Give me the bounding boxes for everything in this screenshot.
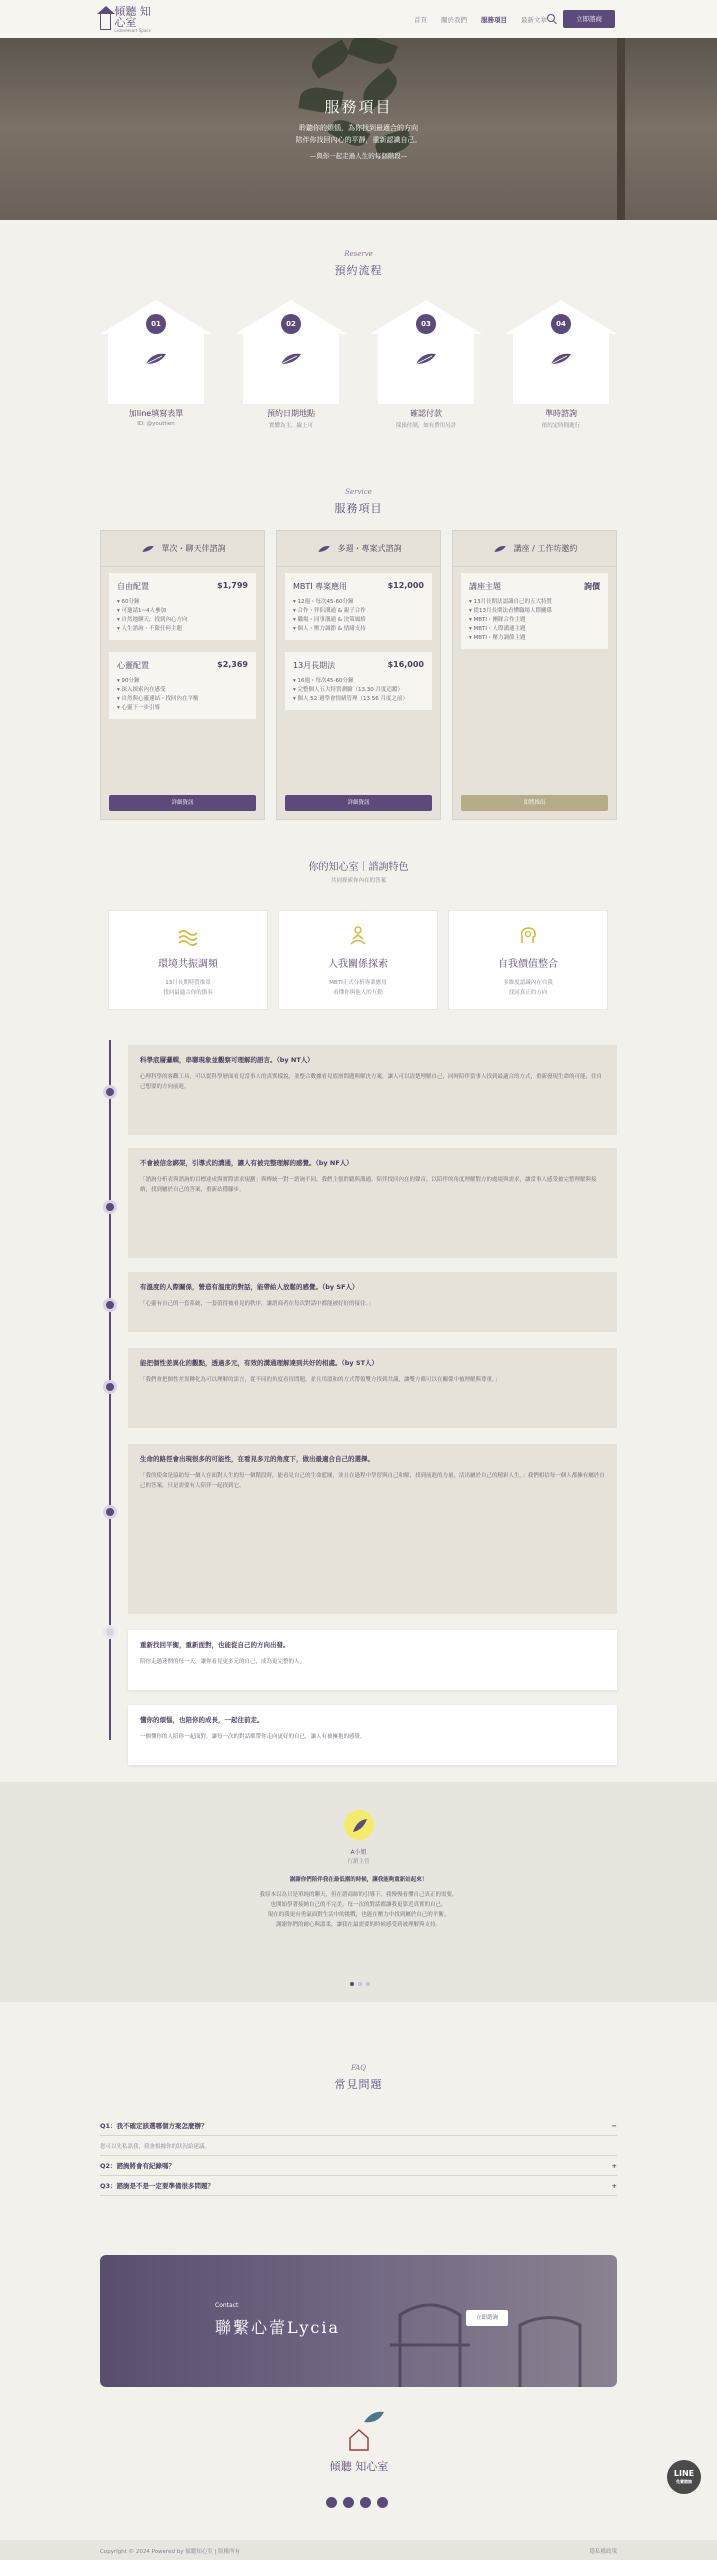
step-title: 準時諮詢: [545, 409, 577, 418]
plan-name: 13月長期法: [293, 661, 336, 670]
details-button[interactable]: 詳細資訊: [285, 795, 432, 811]
plan-feature: ▾ 深入探索內在感受: [117, 687, 166, 693]
footer-logo-text: 傾聽 知心室: [329, 2460, 389, 2473]
faq-question[interactable]: Q2：諮詢將會有紀錄嗎？ +: [100, 2156, 617, 2176]
house-icon: [100, 14, 111, 30]
contact-banner: [100, 2255, 617, 2387]
timeline-dot: [103, 1200, 117, 1214]
services-label: Service: [345, 488, 372, 496]
service-column-title: 單次・聊天伴諮詢: [161, 544, 226, 553]
leaf-icon: [344, 1810, 374, 1840]
line-chat-button[interactable]: [667, 2460, 701, 2494]
price-card: [109, 573, 256, 640]
site-header: [0, 0, 717, 38]
price-card: [285, 573, 432, 640]
hero-subtitle-line-2: 陪伴你找回內心的平靜，重新認識自己。: [295, 136, 422, 144]
leaf-icon: [547, 352, 575, 366]
plan-feature: ▾ 人生諮詢・不限任何主題: [117, 626, 183, 632]
process-steps: [100, 300, 617, 450]
timeline-card: [128, 1444, 617, 1614]
timeline-text: 「我的使命是協助每一個人在面對人生的每一個階段時，能看見自己的生命藍圖，並且在過程中學習與自己和解，找到前進的力量，活出屬於自己的精彩人生。」我們相信每一個人都擁有屬於自己的答案，只是需要有人陪伴一起找到它。: [140, 1473, 605, 1489]
step-number: 04: [551, 314, 571, 334]
leaf-icon: [142, 352, 170, 366]
faq-question[interactable]: Q1：我不確定該選哪個方案怎麼辦？ −: [100, 2116, 617, 2136]
carousel-dot[interactable]: [358, 1982, 362, 1986]
social-links: [326, 2497, 388, 2508]
process-step: [505, 300, 617, 440]
plan-price: 詢價: [584, 582, 600, 591]
line-sublabel: 免費諮詢: [676, 2479, 692, 2484]
plan-feature: ▾ 職場・同事溝通 & 決策風格: [293, 617, 366, 623]
services-title: 服務項目: [334, 502, 383, 515]
timeline-heading: 有溫度的人際關係，營造有溫度的對話，能帶給人放鬆的感覺。（by SF人）: [140, 1283, 359, 1291]
hero-subtitle: [0, 122, 717, 146]
service-column-title: 講座 / 工作坊邀約: [513, 544, 578, 553]
plan-feature: ▾ 13月長期法認識自己的五大特質: [469, 599, 553, 605]
feature-name: 環境共振調頻: [158, 959, 218, 970]
feature-desc: 多維度認識內在自我 找回真正的方向: [503, 980, 553, 996]
wave-icon: [177, 925, 199, 947]
main-nav: [414, 15, 547, 24]
timeline: [100, 1040, 617, 1760]
timeline-dot: [103, 1505, 117, 1519]
timeline-text: 「諮詢分析表與諮詢的目標達成與實際需求規劃」與傳統一對一諮詢不同，我們主張聆聽與溝通、陪伴找回內在的聲音，以陪伴的角度理解對方的處境與需求，讓當事人感受被完整理解與接納，找到屬於自己的答案，重新站穩腳步。: [140, 1177, 597, 1193]
details-button[interactable]: 詳細資訊: [109, 795, 256, 811]
contact-button[interactable]: 立即諮詢: [466, 2310, 508, 2326]
chair-illustration: [100, 2255, 617, 2387]
service-column: [452, 530, 617, 820]
carousel-dot[interactable]: [366, 1982, 370, 1986]
plan-feature: ▾ 自然與心靈連結・找回內在平衡: [117, 696, 199, 702]
price-card: [109, 652, 256, 719]
privacy-link[interactable]: 隱私權政策: [589, 2549, 617, 2555]
process-step: [370, 300, 482, 440]
plan-feature: ▾ 合作・伴侶溝通 & 親子合作: [293, 608, 366, 614]
service-column-title: 多週・專案式諮詢: [337, 544, 402, 553]
bottom-bar: [0, 2540, 717, 2560]
plan-feature: ▾ 從13月長期法看懂職場人際關係: [469, 608, 553, 614]
timeline-dot: [103, 1625, 117, 1639]
step-number: 02: [281, 314, 301, 334]
coming-soon-button[interactable]: 即將推出: [461, 795, 608, 811]
leaf-icon: [277, 352, 305, 366]
features-title: 你的知心室｜諮詢特色: [308, 862, 409, 873]
contact-label: Contact: [215, 2302, 239, 2309]
plan-feature: ▾ 心靈下一步引導: [117, 705, 161, 711]
testimonial-role: 行銷主管: [347, 1859, 370, 1865]
step-title: 確認付款: [410, 409, 442, 418]
site-logo[interactable]: [100, 5, 160, 33]
features-grid: [108, 910, 608, 1010]
plan-name: 自由配置: [117, 582, 149, 591]
timeline-text: 「我們會把個性差異轉化為可以理解的語言，從不同的角度看待問題，並且用溫和的方式帶領雙方找到共識，讓雙方都可以在關係中被理解與尊重。」: [140, 1377, 501, 1383]
step-title: 加line填寫表單: [128, 409, 184, 418]
timeline-dot: [103, 1380, 117, 1394]
mind-icon: [517, 925, 539, 947]
avatar: [344, 1810, 374, 1840]
carousel-dots: [350, 1982, 370, 1986]
timeline-dot: [103, 1298, 117, 1312]
timeline-text: 「心靈有自己的一套系統，一套值得被看見的秩序，讓諮商者在每次對話中都能被好好的接住。」: [140, 1301, 374, 1307]
hero-subtitle-line-1: 聆聽你的煩惱，為你找到最適合的方向: [299, 124, 418, 132]
step-number: 03: [416, 314, 436, 334]
step-number: 01: [146, 314, 166, 334]
nav-about[interactable]: 關於我們: [441, 16, 467, 24]
process-step: [100, 300, 212, 440]
features-subtitle: 共同探索你內在的答案: [330, 878, 386, 884]
plan-name: 講座主題: [469, 582, 501, 591]
faq-title: 常見問題: [334, 2078, 383, 2091]
line-label: LINE: [673, 2469, 695, 2478]
plus-icon: +: [611, 2161, 617, 2170]
plan-feature: ▾ 90分鐘: [117, 678, 140, 684]
step-desc: 依約定時間進行: [541, 423, 581, 429]
timeline-card: [128, 1045, 617, 1135]
plan-price: $1,799: [217, 581, 248, 590]
process-label: Reserve: [344, 250, 373, 258]
timeline-text: 一個懂你的人陪你一起面對，讓每一次的對話都帶你走向更好的自己，讓人有被擁抱的感覺。: [140, 1734, 366, 1740]
search-icon[interactable]: [547, 14, 555, 22]
testimonial-quote: 謝謝你們陪伴我在最低潮的時候，讓我能夠重新站起來！: [289, 1877, 428, 1883]
timeline-heading: 重新找回平衡，重新面對，也能從自己的方向出發。: [140, 1641, 290, 1649]
timeline-card: [128, 1148, 617, 1258]
hero-banner: [0, 38, 717, 220]
meditation-icon: [347, 925, 369, 947]
service-column: [276, 530, 441, 820]
feature-desc: 13月長期特質推算 找回最適合你的節奏: [163, 980, 213, 996]
copyright: Copyright © 2024 Powered by 傾聽知心室 | 版權所有: [100, 2549, 241, 2555]
logo-text: 傾聽 知心室: [114, 4, 151, 29]
plan-price: $16,000: [387, 660, 424, 669]
line-icon[interactable]: [360, 2497, 371, 2508]
process-step: [235, 300, 347, 440]
plan-feature: ▾ 個人・壓力調節 & 情緒支持: [293, 626, 366, 632]
timeline-heading: 不會被信念綁架，引導式的溝通，讓人有被完整理解的感覺。（by NF人）: [140, 1159, 353, 1167]
step-desc: 採預付制，如有費用另計: [395, 423, 457, 429]
timeline-heading: 生命的路徑會出現很多的可能性，在看見多元的角度下，做出最適合自己的選擇。: [140, 1455, 374, 1463]
testimonial-name: A小姐: [350, 1849, 367, 1856]
plan-name: 心靈配置: [117, 661, 149, 670]
hero-tagline: —與你一起走過人生的每個階段—: [309, 152, 408, 160]
timeline-heading: 科學底層邏輯，串聯現象並觀察可理解的語言。（by NT人）: [140, 1056, 314, 1064]
header-cta-button[interactable]: 立即諮商: [563, 10, 615, 28]
facebook-icon[interactable]: [326, 2497, 337, 2508]
nav-home[interactable]: 首頁: [414, 16, 427, 24]
faq-label: FAQ: [350, 2064, 367, 2072]
plan-feature: ▾ 完整個人五大特質測驗（13.30 月度追蹤）: [293, 687, 404, 693]
leaf-icon: [316, 545, 332, 553]
timeline-heading: 能把個性差異化的觀點，透過多元，有效的溝通理解達到共好的相處。（by ST人）: [140, 1359, 379, 1367]
nav-services[interactable]: 服務項目: [481, 16, 507, 24]
plan-feature: ▾ 自然地聊天，找到內心方向: [117, 617, 188, 623]
plan-feature: ▾ MBTI・壓力調節主題: [469, 635, 526, 641]
timeline-card: [128, 1630, 617, 1690]
feature-name: 自我價值整合: [498, 959, 558, 970]
faq-question[interactable]: Q3：諮詢是不是一定要準備很多問題？ +: [100, 2176, 617, 2196]
process-title: 預約流程: [334, 264, 383, 277]
plan-feature: ▾ 可邀請1~4人參加: [117, 608, 167, 614]
feature-card: [278, 910, 438, 1010]
feature-card: [108, 910, 268, 1010]
price-card: [285, 652, 432, 710]
plan-feature: ▾ 12週・每次45-60分鐘: [293, 599, 354, 605]
contact-title: 聯繫心蕾Lycia: [215, 2318, 341, 2337]
faq-list: [100, 2116, 617, 2196]
plan-feature: ▾ 16週・每次45-60分鐘: [293, 678, 354, 684]
plan-name: MBTI 專案應用: [293, 582, 348, 591]
leaf-icon: [140, 545, 156, 553]
faq-answer: 您可以先私訊我，我會根據你的狀況給建議。: [100, 2136, 617, 2156]
testimonial-section: [0, 1782, 717, 2002]
timeline-dot: [103, 1085, 117, 1099]
price-card: [461, 573, 608, 649]
step-desc: ID: @youthen: [137, 421, 175, 427]
plan-feature: ▾ MBTI・人際溝通主題: [469, 626, 526, 632]
nav-articles[interactable]: 最新文章: [521, 16, 547, 24]
services-grid: [100, 530, 617, 820]
instagram-icon[interactable]: [343, 2497, 354, 2508]
step-desc: 實體為主，線上可: [268, 423, 313, 429]
page-title: 服務項目: [324, 98, 393, 116]
timeline-card: [128, 1705, 617, 1765]
step-title: 預約日期地點: [267, 409, 315, 418]
timeline-heading: 懂你的煩惱，也陪你的成長，一起往前走。: [140, 1716, 264, 1724]
leaf-icon: [412, 352, 440, 366]
testimonial-body: 我原本以為只是單純的聊天，但在諮商師的引導下，我慢慢看懂自己真正的需要， 也開始學著接納自己的不完美。每一次的對話都讓我更靠近真實的自己， 現在的我更有勇氣面對生活中的挑戰，也能在壓力中找到屬於自己的平衡。 謝謝你們的耐心與溫柔，讓我在最需要的時候感受到被理解與支持。: [259, 1892, 458, 1928]
service-column: [100, 530, 265, 820]
plan-feature: ▾ 60分鐘: [117, 599, 140, 605]
feature-desc: MBTI正式分析專業應用 看懂你與他人的互動: [329, 980, 387, 996]
minus-icon: −: [611, 2121, 617, 2130]
footer-logo[interactable]: [318, 2408, 400, 2488]
carousel-dot[interactable]: [350, 1982, 354, 1986]
timeline-card: [128, 1348, 617, 1428]
plan-price: $12,000: [387, 581, 424, 590]
timeline-text: 心理科學的客觀工具，可以從科學層面看見當事人的真實樣貌，並整合數據看見底層問題與解決方案，讓人可以清楚理解自己，同時陪伴當事人找到最適合的方式，重新發現生命的可能，往自己想要的方向前進。: [140, 1074, 603, 1090]
feature-name: 人我關係探索: [328, 959, 388, 970]
timeline-card: [128, 1272, 617, 1332]
mail-icon[interactable]: [377, 2497, 388, 2508]
plus-icon: +: [611, 2181, 617, 2190]
timeline-text: 陪你走過迷惘的每一天，讓你看見更多元的自己，成為更完整的人。: [140, 1659, 306, 1665]
plan-price: $2,369: [217, 660, 248, 669]
plan-feature: ▾ MBTI・團隊合作主題: [469, 617, 526, 623]
house-leaf-icon: [318, 2408, 400, 2488]
leaf-icon: [492, 545, 508, 553]
logo-subtext: ListenHeart Space: [114, 27, 151, 33]
plan-feature: ▾ 個人 52 週學會情緒管理（13.56 月度之前）: [293, 696, 409, 702]
feature-card: [448, 910, 608, 1010]
